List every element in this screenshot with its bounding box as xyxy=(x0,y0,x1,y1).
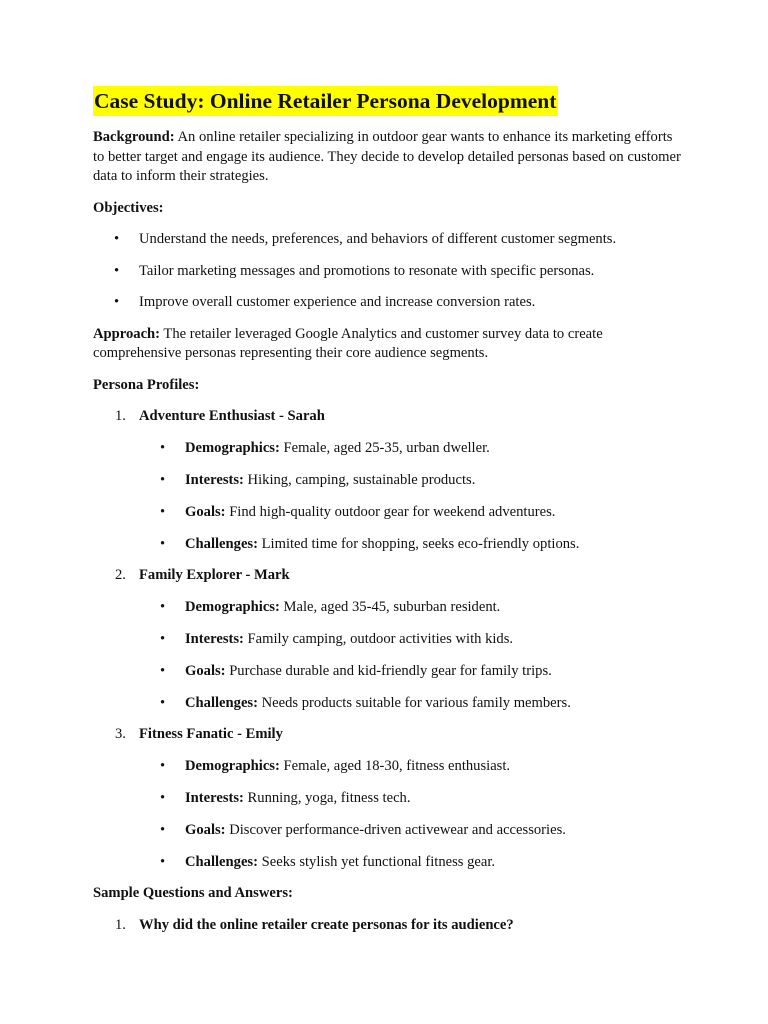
bullet-icon: • xyxy=(160,598,166,615)
bullet-icon: • xyxy=(160,535,166,552)
question-row xyxy=(93,916,683,936)
persona-title xyxy=(93,566,683,586)
bullet-icon: • xyxy=(114,262,120,279)
detail-item xyxy=(93,662,683,682)
persona-item xyxy=(93,407,683,554)
background-label: Background: xyxy=(93,129,175,145)
document-page xyxy=(93,86,683,947)
persona-item xyxy=(93,566,683,713)
detail-label: Challenges: xyxy=(185,694,258,711)
detail-text: Female, aged 25-35, urban dweller. xyxy=(279,439,490,456)
detail-label: Demographics: xyxy=(185,757,280,774)
objective-text: Improve overall customer experience and increase conversion rates. xyxy=(139,294,536,310)
bullet-icon: • xyxy=(160,757,166,774)
detail-item xyxy=(93,598,683,618)
detail-text: Family camping, outdoor activities with kids. xyxy=(243,630,514,647)
bullet-icon: • xyxy=(160,853,166,870)
detail-label: Interests: xyxy=(185,789,244,806)
persona-name: Fitness Fanatic - Emily xyxy=(139,726,283,742)
detail-item xyxy=(93,535,683,555)
detail-text: Purchase durable and kid-friendly gear for family trips. xyxy=(225,662,552,679)
detail-text: Running, yoga, fitness tech. xyxy=(243,789,411,806)
objective-text: Tailor marketing messages and promotions to resonate with specific personas. xyxy=(139,262,595,279)
persona-profiles-heading xyxy=(93,376,683,396)
detail-label: Challenges: xyxy=(185,853,258,870)
objective-text: Understand the needs, preferences, and behaviors of different customer segments. xyxy=(139,231,617,247)
detail-text: Find high-quality outdoor gear for weekend adventures. xyxy=(225,503,556,520)
bullet-icon: • xyxy=(114,294,120,310)
bullet-icon: • xyxy=(160,821,166,838)
persona-name: Adventure Enthusiast - Sarah xyxy=(139,408,325,424)
detail-text: Male, aged 35-45, suburban resident. xyxy=(279,598,501,615)
bullet-icon: • xyxy=(160,789,166,806)
detail-text: Female, aged 18-30, fitness enthusiast. xyxy=(279,757,511,774)
detail-label: Demographics: xyxy=(185,598,280,615)
detail-item xyxy=(93,439,683,459)
qa-list xyxy=(93,916,683,936)
detail-label: Challenges: xyxy=(185,535,258,552)
objectives-list xyxy=(93,230,683,313)
detail-text: Limited time for shopping, seeks eco-friendly options. xyxy=(257,535,580,552)
persona-profiles-heading-text: Persona Profiles: xyxy=(93,376,200,393)
question-item xyxy=(93,916,683,936)
background-paragraph xyxy=(93,128,683,187)
detail-label: Interests: xyxy=(185,471,244,488)
persona-name: Family Explorer - Mark xyxy=(139,567,290,583)
list-number: 1. xyxy=(115,916,126,933)
detail-label: Goals: xyxy=(185,821,226,838)
list-number: 1. xyxy=(115,408,126,424)
detail-text: Needs products suitable for various family members. xyxy=(257,694,571,711)
persona-title xyxy=(93,725,683,745)
detail-label: Demographics: xyxy=(185,439,280,456)
detail-item xyxy=(93,821,683,841)
qa-heading-text: Sample Questions and Answers: xyxy=(93,885,293,901)
detail-item xyxy=(93,853,683,873)
persona-title xyxy=(93,407,683,427)
list-item xyxy=(93,230,683,250)
persona-details xyxy=(93,598,683,714)
detail-text: Discover performance-driven activewear and accessories. xyxy=(225,821,566,838)
detail-item xyxy=(93,694,683,714)
list-number: 3. xyxy=(115,726,126,742)
detail-item xyxy=(93,789,683,809)
list-number: 2. xyxy=(115,567,126,583)
detail-label: Goals: xyxy=(185,503,226,520)
list-item xyxy=(93,262,683,282)
bullet-icon: • xyxy=(160,503,166,520)
approach-paragraph xyxy=(93,325,683,364)
objectives-heading-text: Objectives: xyxy=(93,199,164,216)
persona-item xyxy=(93,725,683,872)
qa-heading xyxy=(93,884,683,904)
persona-details xyxy=(93,439,683,555)
bullet-icon: • xyxy=(114,231,120,247)
approach-label: Approach: xyxy=(93,325,161,342)
detail-item xyxy=(93,757,683,777)
persona-list xyxy=(93,407,683,872)
detail-label: Goals: xyxy=(185,662,226,679)
detail-text: Hiking, camping, sustainable products. xyxy=(243,471,476,488)
bullet-icon: • xyxy=(160,662,166,679)
bullet-icon: • xyxy=(160,694,166,711)
list-item xyxy=(93,293,683,313)
detail-text: Seeks stylish yet functional fitness gear. xyxy=(257,853,496,870)
objectives-heading xyxy=(93,199,683,219)
detail-item xyxy=(93,630,683,650)
persona-details xyxy=(93,757,683,873)
approach-text: The retailer leveraged Google Analytics and customer survey data to create comprehensive personas representing their core audience segments. xyxy=(93,325,603,361)
page-title: Case Study: Online Retailer Persona Development xyxy=(93,86,558,116)
background-text: An online retailer specializing in outdoor gear wants to enhance its marketing efforts to better target and engage its audience. They decide to develop detailed personas based on customer data to inform their strategies. xyxy=(93,129,681,184)
bullet-icon: • xyxy=(160,630,166,647)
question-text: Why did the online retailer create personas for its audience? xyxy=(139,916,514,933)
detail-item xyxy=(93,503,683,523)
bullet-icon: • xyxy=(160,471,166,488)
detail-item xyxy=(93,471,683,491)
bullet-icon: • xyxy=(160,439,166,456)
detail-label: Interests: xyxy=(185,630,244,647)
